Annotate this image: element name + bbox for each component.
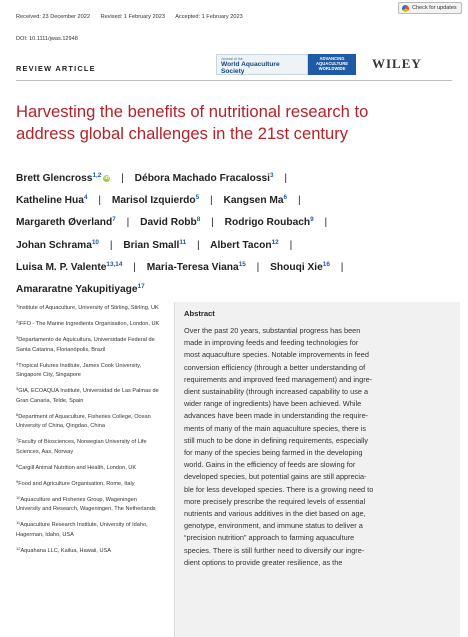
journal-logo-name: World Aquaculture Society xyxy=(221,61,280,75)
affiliation-item: $^8$Cargill Animal Nutrition and Health, London, UK xyxy=(16,462,137,471)
affiliation-item: $^{12}$Aquahana LLC, Kailua, Hawaii, USA xyxy=(16,545,111,554)
title-line-2: address global challenges in the 21st century xyxy=(16,124,349,143)
author-affiliation-ref[interactable]: 10 xyxy=(91,238,99,246)
title-line-1: Harvesting the benefits of nutritional research to xyxy=(16,102,369,121)
author-affiliation-ref[interactable]: 15 xyxy=(238,260,246,268)
author-name[interactable]: Johan Schrama xyxy=(16,239,92,251)
author-name[interactable]: Amararatne Yakupitiyage xyxy=(16,284,138,296)
author-name[interactable]: Rodrigo Roubach xyxy=(224,217,311,229)
author-name[interactable]: Kangsen Ma xyxy=(223,195,284,207)
publisher-logo[interactable]: WILEY xyxy=(372,56,422,71)
abstract-line: most aquaculture species. Notable improvements in feed xyxy=(184,350,369,360)
received-date: Received: 23 December 2022 xyxy=(16,14,91,20)
doi-link[interactable]: DOI: 10.1111/jwas.12948 xyxy=(16,36,78,42)
abstract-line: ble for less developed species. There is a growing need to xyxy=(184,484,374,494)
abstract-line: Over the past 20 years, substantial progress has been xyxy=(184,326,361,335)
affiliation-item: $^2$IFFO - The Marine Ingredients Organisation, London, UK xyxy=(16,318,160,327)
affiliation-item: $^6$Department of Aquaculture, Fisheries College, Ocean University of China, Qingdao, China xyxy=(16,411,151,430)
abstract-line: nutrients and various additives in the diet based on age, xyxy=(184,509,366,519)
affiliation-item: $^4$Tropical Futures Institute, James Cook University, Singapore City, Singapore xyxy=(16,360,142,379)
check-updates-icon xyxy=(402,5,409,12)
author-line-5: Luisa M. P. Valente$^{13,14}$ | Maria-Teresa Viana$^{15}$ | Shouqi Xie$^{16}$ | xyxy=(16,260,344,273)
author-affiliation-ref[interactable]: 1,2 xyxy=(92,172,102,179)
check-updates-label: Check for updates xyxy=(412,5,457,11)
abstract-line: developed species, but potential gains are still apprecia- xyxy=(184,472,367,482)
author-affiliation-ref[interactable]: 7 xyxy=(112,216,116,224)
author-affiliation-ref[interactable]: 11 xyxy=(179,238,187,246)
abstract-line: for many of the species being farmed in the developing xyxy=(184,448,363,458)
affiliations-list xyxy=(16,301,162,560)
journal-logo-small: Journal of the xyxy=(221,57,243,61)
abstract-line: dient sustainability (through increased capability to use a xyxy=(184,387,369,397)
abstract-heading: Abstract xyxy=(184,309,215,318)
author-affiliation-ref[interactable]: 12 xyxy=(271,238,279,246)
abstract-line: made in improving feeds and feeding technologies for xyxy=(184,338,359,348)
affiliation-item: $^5$GIA, ECOAQUA Institute, Universidad de Las Palmas de Gran Canaria, Telde, Spain xyxy=(16,386,159,404)
abstract-line: wider range of ingredients) have been achieved. While xyxy=(184,399,362,409)
author-name[interactable]: Margareth Øverland xyxy=(16,217,113,229)
author-name[interactable]: Shouqi Xie xyxy=(270,261,323,273)
author-name[interactable]: Brett Glencross xyxy=(16,173,93,184)
author-list xyxy=(16,166,456,299)
author-affiliation-ref[interactable]: 3 xyxy=(270,172,274,179)
author-name[interactable]: Katheline Hua xyxy=(16,195,84,207)
orcid-icon[interactable]: iD xyxy=(104,176,110,181)
author-line-6 xyxy=(16,277,456,299)
header-divider xyxy=(16,80,452,81)
author-affiliation-ref[interactable]: 8 xyxy=(196,216,201,224)
author-name[interactable]: David Robb xyxy=(140,217,197,229)
affiliation-item: $^9$Food and Agriculture Organisation, Rome, Italy xyxy=(16,478,135,487)
author-name[interactable]: Albert Tacon xyxy=(210,239,272,251)
author-name[interactable]: Brian Small xyxy=(123,239,180,251)
abstract-line: “precision nutrition” approach to farming aquaculture xyxy=(184,533,355,543)
affiliation-item: $^7$Faculty of Biosciences, Norwegian University of Life Sciences, Aas, Norway xyxy=(16,437,147,455)
revised-date: Revised: 1 February 2023 xyxy=(100,14,165,20)
abstract-line: conversion efficiency (through a better understanding of xyxy=(184,362,366,372)
author-name[interactable]: Débora Machado Fracalossi xyxy=(134,173,270,184)
author-line-2: Katheline Hua$^4$ | Marisol Izquierdo$^5$ | Kangsen Ma$^6$ | xyxy=(16,194,301,207)
affiliation-item: $^{10}$Aquaculture and Fisheries Group, Wageningen University and Research, Wageningen, The Netherlands xyxy=(16,494,156,513)
author-affiliation-ref[interactable]: 5 xyxy=(195,194,200,202)
journal-logo[interactable] xyxy=(216,54,356,75)
abstract-line: advances have been made in understanding the require- xyxy=(184,411,369,421)
author-name[interactable]: Maria-Teresa Viana xyxy=(146,261,239,273)
abstract-line: still much to be done in defining requirements, especially xyxy=(184,435,369,445)
article-type: REVIEW ARTICLE xyxy=(16,64,96,73)
author-affiliation-ref[interactable]: 16 xyxy=(322,260,330,268)
author-line-3: Margareth Øverland$^7$ | David Robb$^8$ | Rodrigo Roubach$^9$ | xyxy=(16,216,328,229)
abstract-line: more precisely prescribe the required levels of essential xyxy=(184,496,366,506)
accepted-date: Accepted: 1 February 2023 xyxy=(175,14,243,20)
author-affiliation-ref[interactable]: 6 xyxy=(283,194,288,202)
abstract-line: species. There is still further need to diversify our ingre- xyxy=(184,545,365,555)
journal-logo-badge: ADVANCING AQUACULTURE WORLDWIDE xyxy=(308,54,356,75)
abstract-line: dient options to provide greater resilience, as the xyxy=(184,557,343,567)
author-name[interactable]: Marisol Izquierdo xyxy=(111,195,196,207)
article-title xyxy=(16,101,452,145)
abstract-line: ments of many of the main aquaculture species, there is xyxy=(184,423,367,433)
author-affiliation-ref[interactable]: 9 xyxy=(310,216,314,224)
author-affiliation-ref[interactable]: 13,14 xyxy=(106,260,123,268)
author-affiliation-ref[interactable]: 4 xyxy=(83,194,88,202)
author-line-1: Brett Glencross$^{1,2}$ iD | Débora Machado Fracalossi$^3$ | xyxy=(16,172,288,184)
abstract-line: world. Gains in the efficiency of feeds are slowing for xyxy=(184,460,356,470)
affiliation-item: $^{11}$Aquaculture Research Institute, University of Idaho, Hagerman, Idaho, USA xyxy=(16,520,148,538)
author-name[interactable]: Luisa M. P. Valente xyxy=(16,261,107,273)
affiliation-item: $^3$Departamento de Aquicultura, Universidade Federal de Santa Catarina, Florianópolis, Brazil xyxy=(16,334,155,353)
article-dates xyxy=(16,14,252,20)
check-for-updates-button[interactable] xyxy=(398,2,462,14)
affiliation-item: $^1$Institute of Aquaculture, University of Stirling, Stirling, UK xyxy=(16,303,159,311)
abstract-box xyxy=(174,302,460,637)
author-affiliation-ref[interactable]: 17 xyxy=(137,283,145,291)
abstract-line: requirements and improved feed management) and ingre- xyxy=(184,374,373,384)
author-line-4: Johan Schrama$^{10}$ | Brian Small$^{11}$ | Albert Tacon$^{12}$ | xyxy=(16,238,293,251)
abstract-line: genotype, environment, and immune status to deliver a xyxy=(184,521,363,531)
